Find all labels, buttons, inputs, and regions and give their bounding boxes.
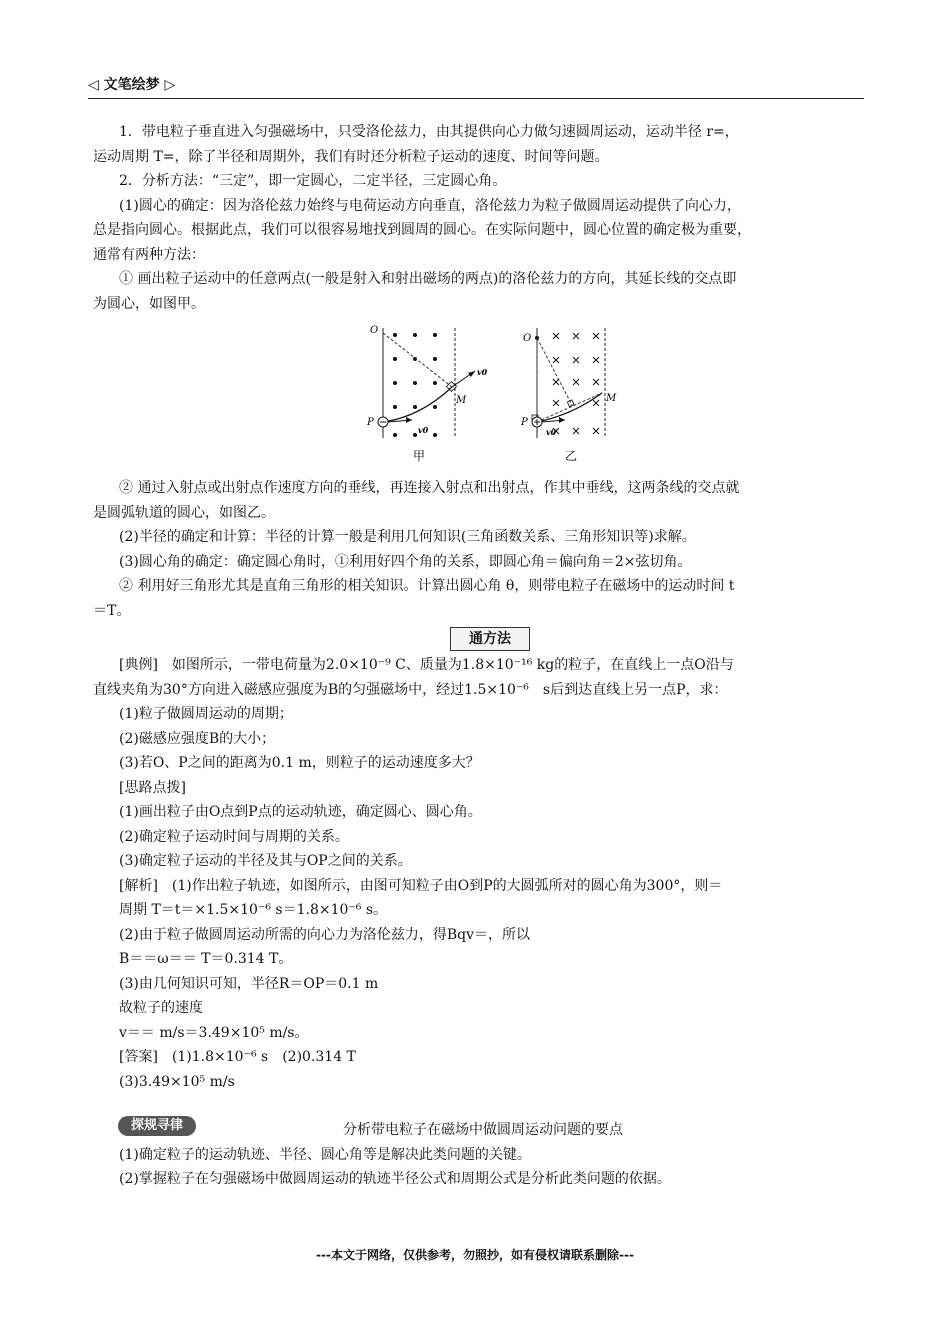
text-line: B＝＝ω＝＝ T＝0.314 T。 [119, 951, 293, 967]
triangle-left-icon: ◁ [88, 77, 99, 93]
text-line: (3)由几何知识可知，半径R＝OP＝0.1 m [119, 975, 379, 992]
label-P: P [367, 417, 374, 428]
summary-title: 分析带电粒子在磁场中做圆周运动问题的要点 [343, 1122, 623, 1138]
figure-jia [366, 325, 488, 463]
text-line: 故粒子的速度 [119, 1000, 203, 1016]
text-line: (1)确定粒子的运动轨迹、半径、圆心角等是解决此类问题的关键。 [119, 1146, 531, 1163]
text-line: (3)确定粒子运动的半径及其与OP之间的关系。 [119, 853, 412, 869]
text-line: 为圆心，如图甲。 [93, 295, 205, 312]
text-line: ＝T。 [93, 602, 131, 619]
caption-jia: 甲 [413, 449, 426, 463]
trajectory-arc [383, 387, 452, 422]
text-line: v＝＝ m/s＝3.49×10⁵ m/s。 [119, 1024, 309, 1041]
text-line: (3)3.49×10⁵ m/s [119, 1073, 235, 1090]
text-line: 周期 T＝t＝×1.5×10⁻⁶ s＝1.8×10⁻⁶ s。 [119, 902, 388, 918]
label-O: O [370, 325, 379, 336]
text-line: 1．带电粒子垂直进入匀强磁场中，只受洛伦兹力，由其提供向心力做匀速圆周运动，运动半径 r=， [119, 124, 739, 140]
text-line: [思路点拨] [119, 779, 186, 796]
text-line: (2)磁感应强度B的大小； [119, 730, 276, 747]
label-v0-bottom: v0 [546, 427, 557, 437]
label-v0: v0 [477, 367, 488, 377]
section-badge-2: 探规寻律 [118, 1116, 196, 1136]
text-line: (2)由于粒子做圆周运动所需的向心力为洛伦兹力，得Bqv＝，所以 [119, 926, 530, 943]
text-line: (2)确定粒子运动时间与周期的关系。 [119, 828, 349, 845]
text-line: (2)掌握粒子在匀强磁场中做圆周运动的轨迹半径公式和周期公式是分析此类问题的依据。 [119, 1171, 671, 1187]
figure-yi [520, 328, 617, 463]
text-line: (1)圆心的确定：因为洛伦兹力始终与电荷运动方向垂直，洛伦兹力为粒子做圆周运动提供了向心力， [119, 197, 741, 214]
brand-text: 文笔绘梦 [103, 77, 160, 93]
text-line: [答案] (1)1.8×10⁻⁶ s (2)0.314 T [119, 1049, 356, 1065]
page-header [88, 72, 864, 99]
caption-yi: 乙 [565, 449, 578, 463]
badge2-spacer [93, 1094, 873, 1118]
text-line: 直线夹角为30°方向进入磁感应强度为B的匀强磁场中，经过1.5×10⁻⁶ s后到达直线上另一点P，求： [93, 681, 728, 698]
label-M: M [456, 395, 467, 406]
main-content [93, 120, 873, 1192]
triangle-right-icon: ▷ [164, 77, 176, 93]
text-line: 运动周期 T=，除了半径和周期外，我们有时还分析粒子运动的速度、时间等问题。 [93, 148, 609, 165]
text-line: ② 通过入射点或出射点作速度方向的垂线，再连接入射点和出射点，作其中垂线，这两条线的交点就 [119, 480, 740, 496]
text-line: 通常有两种方法： [93, 246, 205, 263]
text-line: ① 画出粒子运动中的任意两点(一般是射入和射出磁场的两点)的洛伦兹力的方向，其延长线的交点即 [119, 271, 737, 287]
text-line: [解析] (1)作出粒子轨迹，如图所示，由图可知粒子由O到P的大圆弧所对的圆心角为300°，则＝ [119, 877, 723, 894]
text-line: 总是指向圆心。根据此点，我们可以很容易地找到圆周的圆心。在实际问题中，圆心位置的确定极为重要， [93, 222, 751, 238]
text-line: ② 利用好三角形尤其是直角三角形的相关知识。计算出圆心角 θ，则带电粒子在磁场中的运动时间 t [119, 578, 735, 594]
text-line: (3)圆心角的确定：确定圆心角时，①利用好四个角的关系，即圆心角＝偏向角＝2×弦切角。 [119, 553, 692, 570]
label-M: M [606, 393, 617, 404]
section-badge: 通方法 [450, 627, 530, 651]
label-v0-bottom: v0 [418, 425, 429, 435]
label-P: P [521, 417, 528, 428]
text-line: 2．分析方法：“三定”，即一定圆心，二定半径，三定圆心角。 [119, 173, 507, 189]
label-O: O [523, 333, 532, 344]
page-footer: ---本文于网络，仅供参考，勿照抄，如有侵权请联系删除--- [316, 1248, 634, 1262]
text-line: (1)画出粒子由O点到P点的运动轨迹，确定圆心、圆心角。 [119, 804, 482, 820]
figures-diagram [360, 323, 620, 468]
text-line: (2)半径的确定和计算：半径的计算一般是利用几何知识(三角函数关系、三角形知识等)求解。 [119, 529, 696, 545]
text-line: 是圆弧轨道的圆心，如图乙。 [93, 504, 275, 521]
text-line: (3)若O、P之间的距离为0.1 m，则粒子的运动速度多大？ [119, 755, 480, 771]
text-line: [典例] 如图所示，一带电荷量为2.0×10⁻⁹ C、质量为1.8×10⁻¹⁶ kg的粒子，在直线上一点O沿与 [119, 657, 734, 673]
header-brand [88, 74, 175, 94]
text-line: (1)粒子做圆周运动的周期； [119, 706, 293, 722]
